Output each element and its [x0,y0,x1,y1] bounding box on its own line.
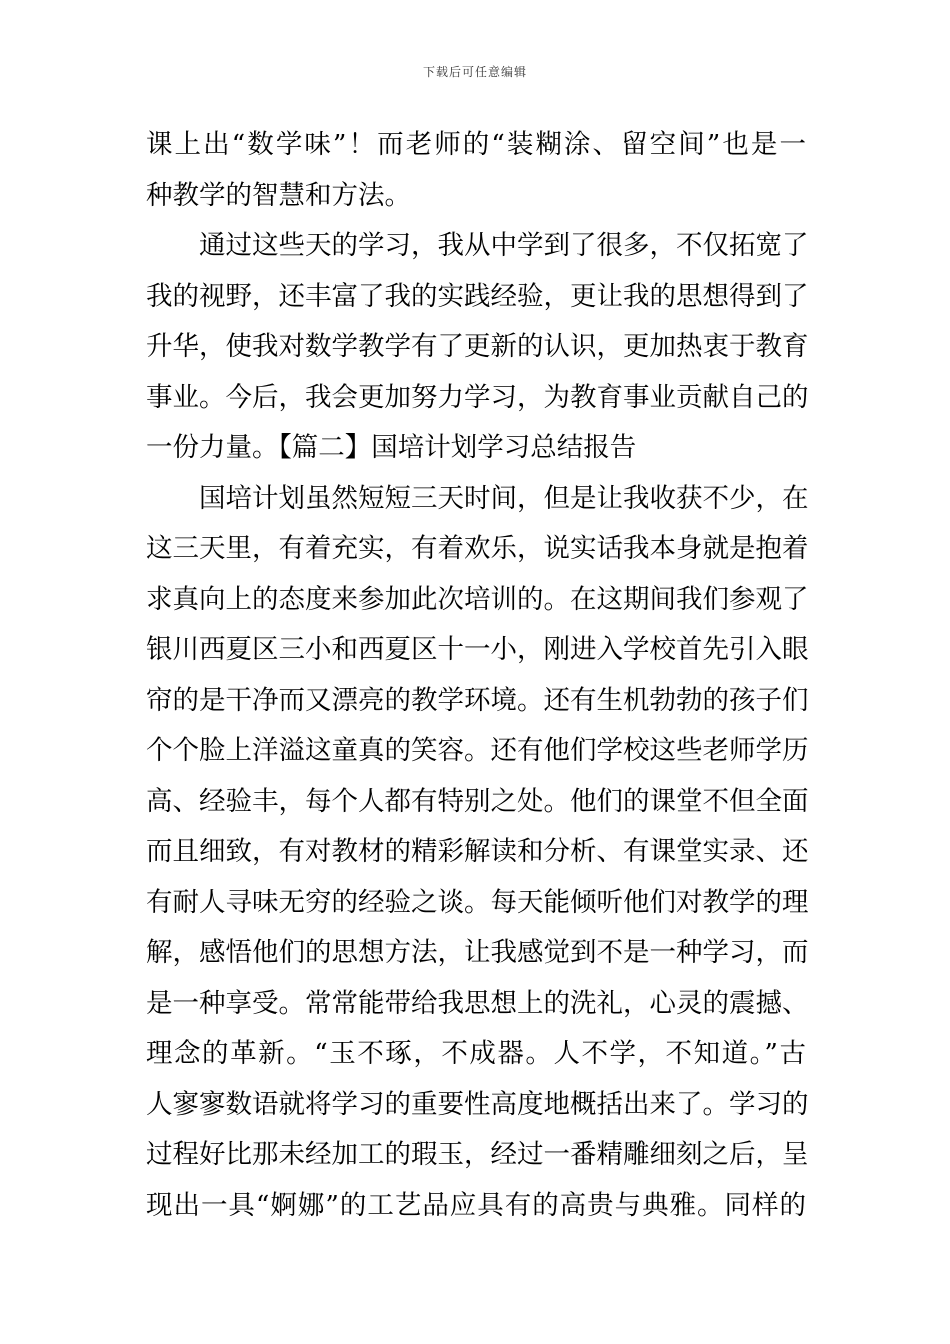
document-body [146,120,809,1231]
text-line: 现出一具“婀娜”的工艺品应具有的高贵与典雅。同样的 [146,1189,806,1221]
text-line: 我的视野，还丰富了我的实践经验，更让我的思想得到了 [146,280,809,312]
text-line: 课上出“数学味”！而老师的“装糊涂、留空间”也是一 [146,129,806,160]
text-line: 过程好比那未经加工的瑕玉，经过一番精雕细刻之后，呈 [146,1139,809,1170]
text-line: 通过这些天的学习，我从中学到了很多，不仅拓宽了 [199,230,809,261]
text-line: 而且细致，有对教材的精彩解读和分析、有课堂实录、还 [146,836,809,867]
text-line: 个个脸上洋溢这童真的笑容。还有他们学校这些老师学历 [146,735,809,766]
text-line: 国培计划虽然短短三天时间，但是让我收获不少，在 [199,482,809,514]
text-line: 升华，使我对数学教学有了更新的认识，更加热衷于教育 [146,331,809,362]
text-line: 一份力量。【篇二】国培计划学习总结报告 [146,432,637,463]
text-line: 理念的革新。“玉不琢，不成器。人不学，不知道。”古 [146,1038,806,1069]
text-line: 帘的是干净而又漂亮的教学环境。还有生机勃勃的孩子们 [146,684,809,716]
text-line: 银川西夏区三小和西夏区十一小，刚进入学校首先引入眼 [146,634,809,665]
text-line: 事业。今后，我会更加努力学习，为教育事业贡献自己的 [146,381,809,413]
text-line: 这三天里，有着充实，有着欢乐，说实话我本身就是抱着 [146,533,809,564]
text-line: 有耐人寻味无穷的经验之谈。每天能倾听他们对教学的理 [146,886,809,918]
text-line: 是一种享受。常常能带给我思想上的洗礼，心灵的震撼、 [146,987,809,1019]
text-line: 求真向上的态度来参加此次培训的。在这期间我们参观了 [146,583,809,615]
text-line: 高、经验丰，每个人都有特别之处。他们的课堂不但全面 [146,785,809,817]
text-line: 解，感悟他们的思想方法，让我感觉到不是一种学习，而 [146,937,809,968]
text-line: 种教学的智慧和方法。 [146,179,411,211]
text-line: 人寥寥数语就将学习的重要性高度地概括出来了。学习的 [146,1088,809,1120]
page-header: 下载后可任意编辑 [422,65,527,79]
